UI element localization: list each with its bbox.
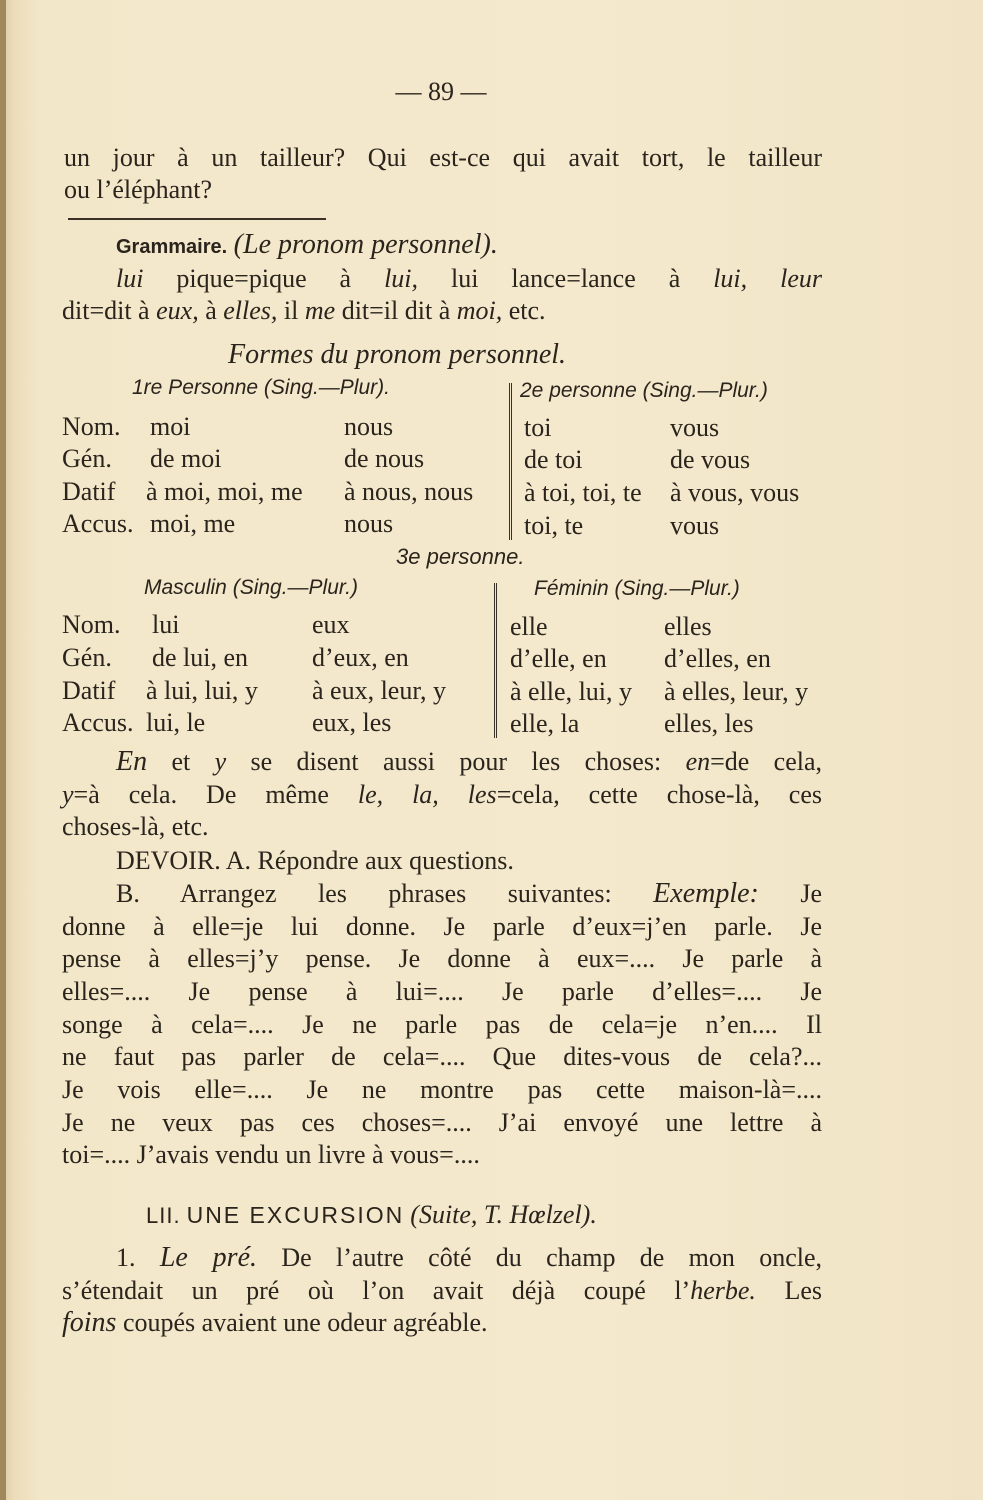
p1-row-3-plur: nous <box>344 509 394 538</box>
m-row-1-sing: de lui, en <box>152 643 249 672</box>
p1-row-0-plur: nous <box>344 412 394 441</box>
grammar-line-2: dit=dit à eux, à elles, il me dit=il dit à moi, etc. <box>62 296 546 325</box>
p2-row-0-sing: toi <box>524 413 552 442</box>
devoir-line-3: elles=.... Je pense à lui=.... Je parle d’elles=.... Je <box>62 977 822 1006</box>
f-row-1-plur: d’elles, en <box>664 644 771 673</box>
page-number: — 89 — <box>395 77 487 106</box>
forms-title: Formes du pronom personnel. <box>228 339 567 370</box>
p1-row-2-case: Datif <box>62 477 116 506</box>
p1-row-1-case: Gén. <box>62 444 112 473</box>
p2-row-0-plur: vous <box>670 413 720 442</box>
story-line-1: 1. Le pré. De l’autre côté du champ de mon oncle, <box>116 1242 823 1273</box>
devoir-b: B. Arrangez les phrases suivantes: Exemple: Je <box>116 878 822 909</box>
m-row-0-plur: eux <box>312 610 350 639</box>
p2-row-3-plur: vous <box>670 511 720 540</box>
lesson-number: LII. <box>146 1203 181 1228</box>
person1-header: 1re Personne (Sing.—Plur). <box>132 376 390 399</box>
m-row-2-case: Datif <box>62 676 116 705</box>
devoir-line-2: pense à elles=j’y pense. Je donne à eux=.... Je parle à <box>62 944 822 973</box>
p1-row-0-sing: moi <box>150 412 191 441</box>
m-row-3-plur: eux, les <box>312 708 392 737</box>
p1-row-3-case: Accus. <box>62 509 134 538</box>
f-row-3-plur: elles, les <box>664 709 754 738</box>
note-line-3: choses-là, etc. <box>62 812 209 841</box>
lesson-title: UNE EXCURSION <box>186 1202 405 1228</box>
p1-row-0-case: Nom. <box>62 412 121 441</box>
lesson-source: (Suite, T. Hœlzel). <box>410 1200 597 1229</box>
story-line-3: foins coupés avaient une odeur agréable. <box>62 1307 488 1338</box>
p2-row-3-sing: toi, te <box>524 511 584 540</box>
note-line-1: En et y se disent aussi pour les choses: en=de cela, <box>116 746 823 777</box>
grammar-heading <box>116 228 498 264</box>
f-row-0-sing: elle <box>510 612 548 641</box>
column-divider-top <box>509 383 512 540</box>
f-row-2-sing: à elle, lui, y <box>510 677 633 706</box>
p1-row-1-plur: de nous <box>344 444 425 473</box>
page-edge <box>0 0 6 1500</box>
p2-row-2-sing: à toi, toi, te <box>524 478 642 507</box>
intro-line-2: ou l’éléphant? <box>64 175 212 204</box>
devoir-line-7: Je ne veux pas ces choses=.... J’ai envoyé une lettre à <box>62 1108 822 1137</box>
feminin-header: Féminin (Sing.—Plur.) <box>534 577 740 600</box>
grammar-title: (Le pronom personnel). <box>233 229 498 260</box>
p2-row-1-plur: de vous <box>670 445 751 474</box>
p1-row-1-sing: de moi <box>150 444 222 473</box>
m-row-2-sing: à lui, lui, y <box>146 676 258 705</box>
devoir-line-6: Je vois elle=.... Je ne montre pas cette maison-là=.... <box>62 1075 822 1104</box>
devoir-line-5: ne faut pas parler de cela=.... Que dites-vous de cela?... <box>62 1042 822 1071</box>
note-line-2: y=à cela. De même le, la, les=cela, cette chose-là, ces <box>62 780 823 809</box>
m-row-0-case: Nom. <box>62 610 121 639</box>
m-row-0-sing: lui <box>152 610 180 639</box>
m-row-3-case: Accus. <box>62 708 134 737</box>
f-row-1-sing: d’elle, en <box>510 644 607 673</box>
devoir-a: DEVOIR. A. Répondre aux questions. <box>116 846 514 875</box>
person3-title: 3e personne. <box>396 544 525 569</box>
intro-line-1: un jour à un tailleur? Qui est-ce qui avait tort, le tailleur <box>64 143 822 172</box>
person2-header: 2e personne (Sing.—Plur.) <box>520 379 768 402</box>
lesson-heading <box>146 1198 597 1233</box>
p1-row-2-sing: à moi, moi, me <box>146 477 303 506</box>
devoir-line-4: songe à cela=.... Je ne parle pas de cela=je n’en.... Il <box>62 1010 822 1039</box>
m-row-3-sing: lui, le <box>146 708 206 737</box>
grammar-line-1: lui pique=pique à lui, lui lance=lance à lui, leur <box>116 264 822 293</box>
f-row-0-plur: elles <box>664 612 712 641</box>
devoir-line-1: donne à elle=je lui donne. Je parle d’eux=j’en parle. Je <box>62 912 822 941</box>
m-row-1-plur: d’eux, en <box>312 643 409 672</box>
p1-row-3-sing: moi, me <box>150 509 236 538</box>
p1-row-2-plur: à nous, nous <box>344 477 474 506</box>
f-row-3-sing: elle, la <box>510 709 580 738</box>
column-divider-bottom <box>494 583 497 738</box>
m-row-2-plur: à eux, leur, y <box>312 676 446 705</box>
masculin-header: Masculin (Sing.—Plur.) <box>144 576 358 599</box>
grammar-label: Grammaire. <box>116 236 228 258</box>
f-row-2-plur: à elles, leur, y <box>664 677 809 706</box>
story-line-2: s’étendait un pré où l’on avait déjà coupé l’herbe. Les <box>62 1276 822 1305</box>
p2-row-2-plur: à vous, vous <box>670 478 800 507</box>
m-row-1-case: Gén. <box>62 643 112 672</box>
section-divider <box>68 218 326 220</box>
p2-row-1-sing: de toi <box>524 445 583 474</box>
devoir-line-8: toi=.... J’avais vendu un livre à vous=.... <box>62 1140 480 1169</box>
